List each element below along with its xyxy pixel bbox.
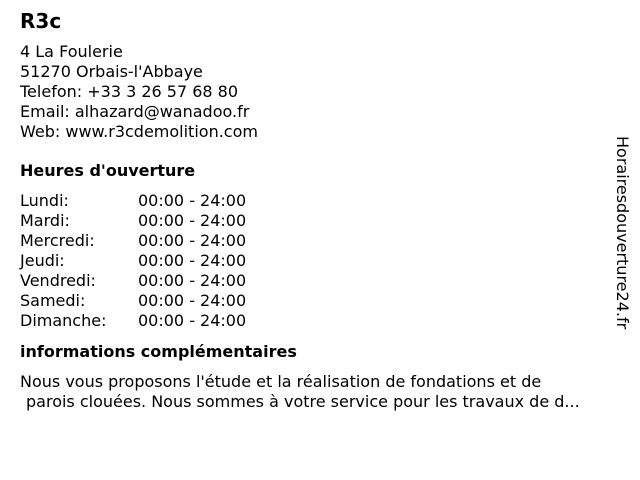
hours-row-wednesday [20, 231, 610, 251]
hours-row-tuesday [20, 211, 610, 231]
time-range: 00:00 - 24:00 [138, 231, 247, 250]
address-street: 4 La Foulerie [20, 42, 123, 61]
time-range: 00:00 - 24:00 [138, 311, 247, 330]
day-label: Jeudi: [20, 251, 65, 270]
day-label: Mardi: [20, 211, 70, 230]
hours-row-sunday [20, 311, 610, 331]
time-range: 00:00 - 24:00 [138, 291, 247, 310]
day-label: Dimanche: [20, 311, 107, 330]
day-label: Mercredi: [20, 231, 95, 250]
info-line-2: parois clouées. Nous sommes à votre service pour les travaux de d... [26, 392, 580, 411]
hours-row-monday [20, 191, 610, 211]
time-range: 00:00 - 24:00 [138, 191, 247, 210]
hours-row-friday [20, 271, 610, 291]
hours-row-thursday [20, 251, 610, 271]
hours-row-saturday [20, 291, 610, 311]
hours-table [20, 191, 610, 331]
business-card [20, 8, 610, 412]
time-range: 00:00 - 24:00 [138, 251, 247, 270]
time-range: 00:00 - 24:00 [138, 211, 247, 230]
address-city: 51270 Orbais-l'Abbaye [20, 62, 203, 81]
info-line-1: Nous vous proposons l'étude et la réalisation de fondations et de [20, 372, 542, 391]
side-brand-text: Horairesdouverture24.fr [613, 136, 632, 330]
business-name: R3c [20, 9, 62, 33]
phone-line: Telefon: +33 3 26 57 68 80 [20, 82, 239, 101]
info-description [20, 372, 610, 412]
email-line: Email: alhazard@wanadoo.fr [20, 102, 250, 121]
day-label: Samedi: [20, 291, 86, 310]
hours-title: Heures d'ouverture [20, 161, 196, 180]
day-label: Lundi: [20, 191, 69, 210]
time-range: 00:00 - 24:00 [138, 271, 247, 290]
info-title: informations complémentaires [20, 342, 297, 361]
web-line: Web: www.r3cdemolition.com [20, 122, 258, 141]
day-label: Vendredi: [20, 271, 96, 290]
address-block [20, 42, 610, 142]
